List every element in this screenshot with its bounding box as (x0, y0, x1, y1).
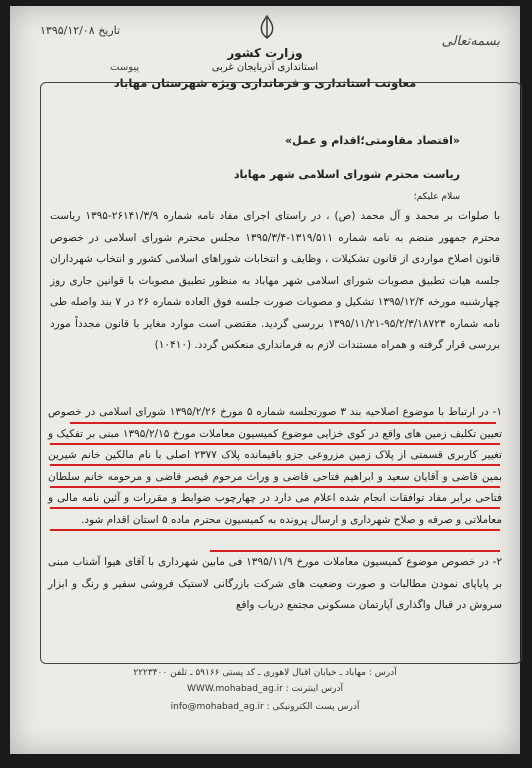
slogan-text: «اقتصاد مقاومتی؛اقدام و عمل» (284, 134, 460, 147)
item-number: ۲- (492, 556, 502, 568)
attachment-label: پیوست (110, 62, 140, 73)
footer-website-label: آدرس اینترنت : (285, 684, 343, 694)
intro-paragraph: با صلوات بر محمد و آل محمد (ص) ، در راستای اجرای مفاد نامه شماره ۲۶۱۴۱/۳/۹-۱۳۹۵ ریاست محترم جمهور منضم به نامه شماره ۱۳۱۹/۵۱۱-۱۳۹۵/۳/۴ مجلس محترم شورای اسلامی در خصوص قانون اصلاح مواردی از قانون تشکیلات ، وظایف و انتخابات شوراهای اسلامی کشور و انتخاب شهرداران جلسه هیات تطبیق مصوبات شورای اسلامی شهر مهاباد به منظور تطبیق مصوبات با قوانین جاری روز چهارشنبه مورخه ۱۳۹۵/۱۲/۴ تشکیل و مصوبات صورت جلسه فوق العاده شماره ۲۶ در ۷ بند واصله طی نامه شماره ۹۵/۲/۳/۱۸۷۲۳-۱۳۹۵/۱۱/۲۱ بررسی گردید. مقتضی است موارد مغایر با قانون مجدداً مورد بررسی قرار گرفته و همراه مستندات لازم به فرمانداری منعکس گردد. (۱۰۴۱۰) (50, 210, 501, 351)
highlight-underline (50, 486, 500, 488)
date-value: ۱۳۹۵/۱۲/۰۸ (40, 24, 95, 37)
date-field (40, 24, 120, 37)
ministry-title: وزارت کشور (227, 46, 303, 60)
footer-website: WWW.mohabad_ag.ir (187, 684, 283, 694)
footer-email-label: آدرس پست الکترونیکی : (266, 702, 360, 712)
highlight-underline (50, 529, 500, 531)
province-title: استانداری آذربایجان غربی (211, 62, 319, 73)
item-number: ۱- (492, 406, 502, 418)
invocation-text: بسمه‌تعالی (441, 34, 500, 49)
addressee-text: ریاست محترم شورای اسلامی شهر مهاباد (233, 168, 460, 181)
footer-email: info@mohabad_ag.ir (170, 702, 264, 712)
highlight-underline (50, 507, 500, 509)
greeting-text: سلام علیکم؛ (413, 192, 460, 202)
footer-address: آدرس : مهاباد ـ خیابان اقبال لاهوری ـ کد پستی ۵۹۱۶۶ ـ تلفن ۲۲۲۳۴۰۰ (133, 668, 397, 678)
highlight-underline (50, 464, 500, 466)
footer-email-row (10, 702, 520, 712)
footer-website-row (10, 684, 520, 694)
item-2 (48, 552, 502, 617)
highlight-underline (70, 422, 496, 424)
item-text: در ارتباط با موضوع اصلاحیه بند ۳ صورتجلسه شماره ۵ مورخ ۱۳۹۵/۲/۲۶ شورای اسلامی در خصوص تعیین تکلیف زمین های واقع در کوی خزایی موضوع کمیسیون معاملات مورخ ۱۳۹۵/۲/۱۵ مبنی بر تفکیک و تغییر کاربری قسمتی از پلاک زمین مزروعی جزو باقیمانده پلاک ۲۳۷۷ اصلی با نام مالکین خانم شیرین بمین قاضی و آقایان سعید و ابراهیم فتاحی قاضی و وراث مرحوم قیصر قاضی و مرحومه خانم سلطان فتاحی برابر مفاد توافقات انجام شده اعلام می دارد در چهارچوب ضوابط و مقررات و آئین نامه مالی و معاملاتی و صرفه و صلاح شهرداری و ارسال پرونده به کمیسیون محترم ماده ۵ استان اقدام شود. (48, 406, 502, 526)
item-text: در خصوص موضوع کمیسیون معاملات مورخ ۱۳۹۵/۱۱/۹ فی مابین شهرداری با آقای هیوا آشناب مبنی بر پایاپای نمودن مطالبات و صورت وضعیت های شرکت بازرگانی لاستیک فروشی سفیر و رنگ و ابزار سروش در قبال واگذاری آپارتمان مسکونی مجتمع دریاب واقع (48, 556, 502, 611)
iran-emblem-icon (256, 14, 278, 40)
date-label: تاریخ (98, 24, 121, 37)
letter-page (10, 6, 520, 754)
highlight-underline (50, 443, 500, 445)
department-title: معاونت استانداری و فرمانداری ویژه شهرستان مهاباد (113, 76, 417, 90)
